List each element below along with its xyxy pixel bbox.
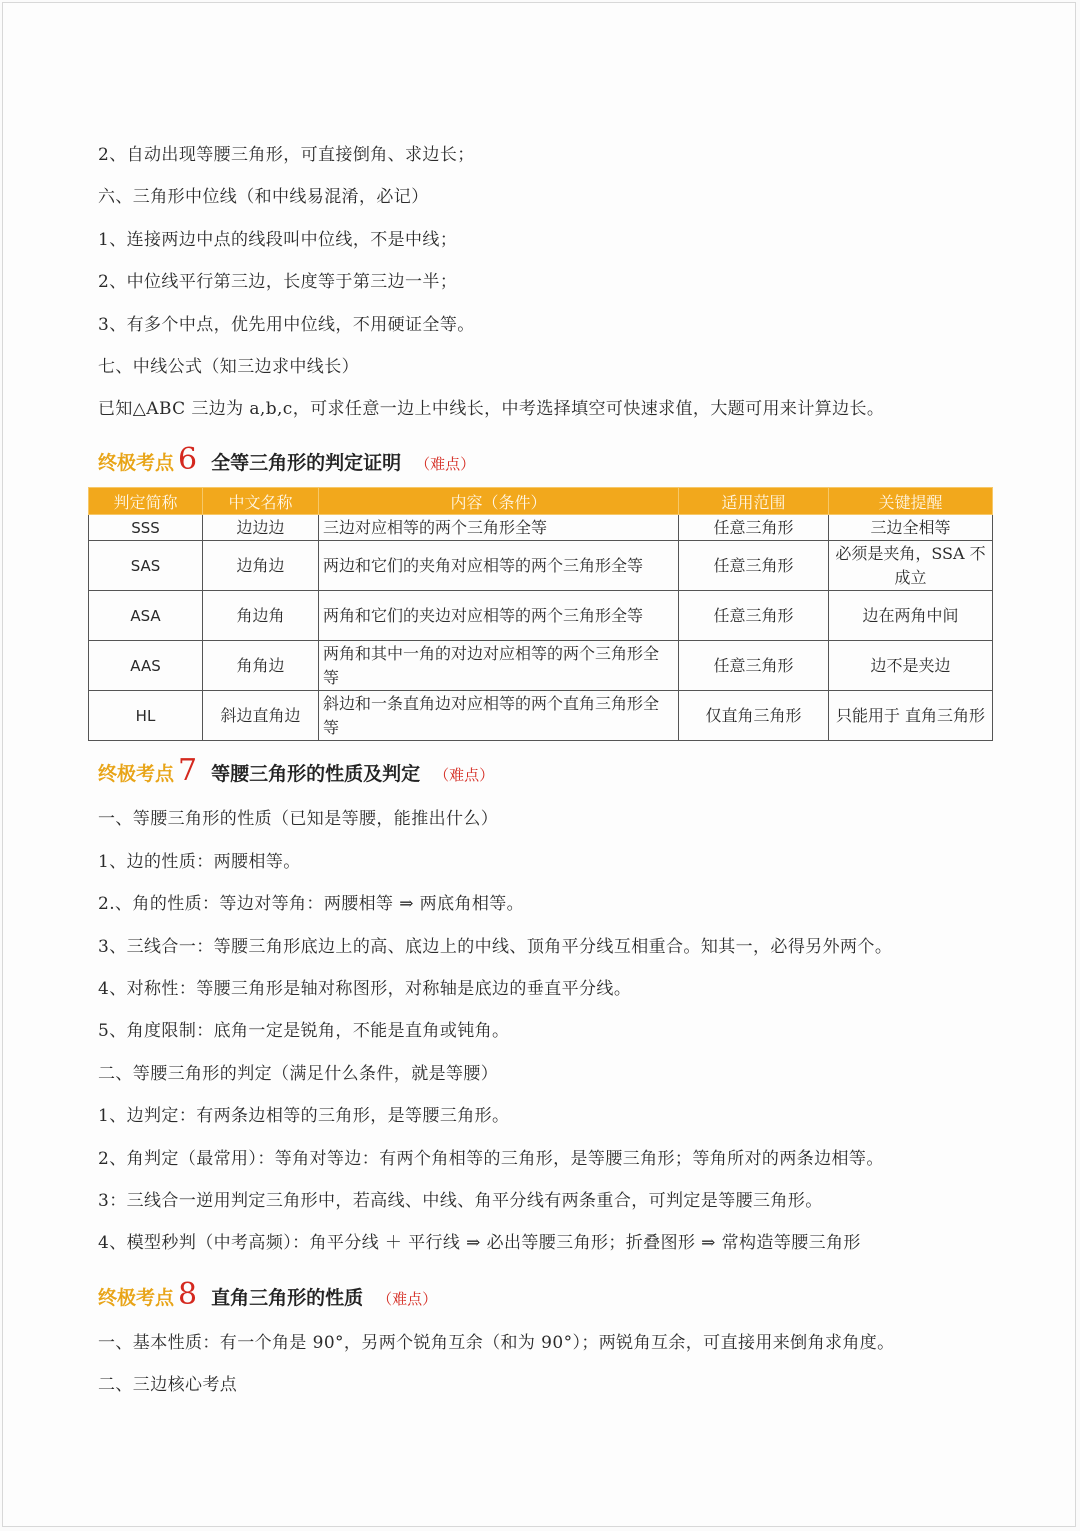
column-header: 内容（条件） (319, 488, 679, 515)
text-line: 1、边的性质：两腰相等。 (98, 852, 301, 872)
column-header: 关键提醒 (829, 488, 993, 515)
table-cell: 边角边 (203, 541, 319, 591)
text-line: 二、三边核心考点 (98, 1375, 238, 1395)
text-line: 2、中位线平行第三边，长度等于第三边一半； (98, 272, 458, 292)
text-line: 5、角度限制：底角一定是锐角，不能是直角或钝角。 (98, 1021, 510, 1041)
column-header: 中文名称 (203, 488, 319, 515)
section-heading-6 (98, 442, 475, 477)
text-line: 3、三线合一：等腰三角形底边上的高、底边上的中线、顶角平分线互相重合。知其一，必得另外两个。 (98, 937, 893, 957)
table-cell: ASA (89, 591, 203, 641)
table-cell: AAS (89, 641, 203, 691)
table-cell: 任意三角形 (679, 591, 829, 641)
text-line: 2、自动出现等腰三角形，可直接倒角、求边长； (98, 145, 475, 165)
section-label: 终极考点 (98, 1287, 175, 1309)
table-cell: 必须是夹角，SSA 不成立 (829, 541, 993, 591)
table-cell: 任意三角形 (679, 641, 829, 691)
difficulty-badge: （难点） (415, 455, 476, 473)
section-label: 终极考点 (98, 763, 175, 785)
table-cell: 只能用于 直角三角形 (829, 691, 993, 741)
congruence-criteria-table (88, 487, 993, 741)
section-label: 终极考点 (98, 452, 175, 474)
table-cell: 斜边和一条直角边对应相等的两个直角三角形全等 (319, 691, 679, 741)
column-header: 适用范围 (679, 488, 829, 515)
table-row (89, 641, 993, 691)
section-title: 等腰三角形的性质及判定 (211, 763, 421, 785)
section-number: 8 (178, 1277, 198, 1312)
table-cell: 三边对应相等的两个三角形全等 (319, 515, 679, 541)
table-cell: 边不是夹边 (829, 641, 993, 691)
text-line: 2.、角的性质：等边对等角：两腰相等 ⇒ 两底角相等。 (98, 894, 525, 914)
table-cell: 斜边直角边 (203, 691, 319, 741)
table-cell: HL (89, 691, 203, 741)
text-line: 已知△ABC 三边为 a,b,c，可求任意一边上中线长，中考选择填空可快速求值，大题可用来计算边长。 (98, 399, 885, 419)
text-line: 1、连接两边中点的线段叫中位线，不是中线； (98, 230, 458, 250)
text-line: 二、等腰三角形的判定（满足什么条件，就是等腰） (98, 1064, 499, 1084)
section-heading-8 (98, 1277, 437, 1312)
text-line: 3：三线合一逆用判定三角形中，若高线、中线、角平分线有两条重合，可判定是等腰三角形。 (98, 1191, 823, 1211)
text-line: 3、有多个中点，优先用中位线，不用硬证全等。 (98, 315, 475, 335)
difficulty-badge: （难点） (434, 766, 495, 784)
difficulty-badge: （难点） (377, 1290, 438, 1308)
table-cell: 仅直角三角形 (679, 691, 829, 741)
section-number: 6 (178, 442, 198, 477)
text-line: 1、边判定：有两条边相等的三角形，是等腰三角形。 (98, 1106, 510, 1126)
section-title: 直角三角形的性质 (211, 1287, 364, 1309)
table-cell: 边边边 (203, 515, 319, 541)
table-cell: 边在两角中间 (829, 591, 993, 641)
section-title: 全等三角形的判定证明 (211, 452, 402, 474)
table-row (89, 541, 993, 591)
table-cell: 角角边 (203, 641, 319, 691)
text-line: 一、基本性质：有一个角是 90°，另两个锐角互余（和为 90°）；两锐角互余，可直接用来倒角求角度。 (98, 1333, 895, 1353)
text-line: 4、模型秒判（中考高频）：角平分线 ＋ 平行线 ⇒ 必出等腰三角形；折叠图形 ⇒ 常构造等腰三角形 (98, 1233, 861, 1253)
table-cell: 任意三角形 (679, 541, 829, 591)
table-header-row (89, 488, 993, 515)
table-cell: 两角和其中一角的对边对应相等的两个三角形全等 (319, 641, 679, 691)
section-heading-7 (98, 753, 494, 788)
table-row (89, 591, 993, 641)
text-line: 4、对称性：等腰三角形是轴对称图形，对称轴是底边的垂直平分线。 (98, 979, 632, 999)
text-line: 六、三角形中位线（和中线易混淆，必记） (98, 187, 429, 207)
column-header: 判定简称 (89, 488, 203, 515)
table-row (89, 691, 993, 741)
table-cell: SSS (89, 515, 203, 541)
text-line: 七、中线公式（知三边求中线长） (98, 357, 359, 377)
table-cell: 角边角 (203, 591, 319, 641)
table-cell: 两角和它们的夹边对应相等的两个三角形全等 (319, 591, 679, 641)
section-number: 7 (178, 753, 198, 788)
text-line: 一、等腰三角形的性质（已知是等腰，能推出什么） (98, 809, 499, 829)
table-cell: 任意三角形 (679, 515, 829, 541)
table-cell: 三边全相等 (829, 515, 993, 541)
text-line: 2、角判定（最常用）：等角对等边：有两个角相等的三角形，是等腰三角形；等角所对的两条边相等。 (98, 1149, 884, 1169)
table-row (89, 515, 993, 541)
table-cell: SAS (89, 541, 203, 591)
table-cell: 两边和它们的夹角对应相等的两个三角形全等 (319, 541, 679, 591)
